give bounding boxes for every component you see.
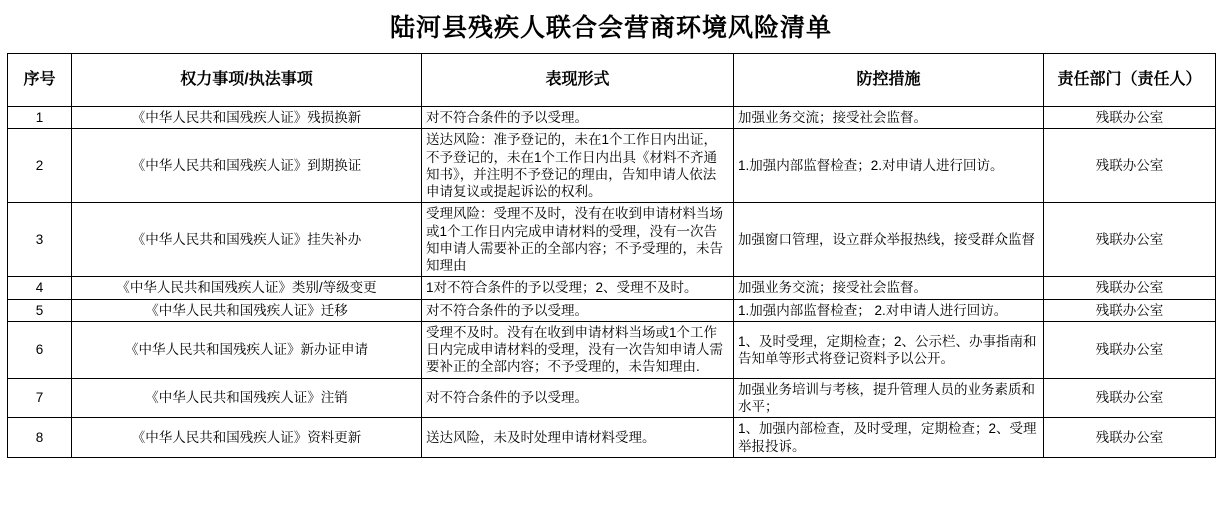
cell-form: 对不符合条件的予以受理。	[422, 299, 734, 321]
table-row	[8, 418, 1216, 458]
cell-dept: 残联办公室	[1044, 107, 1216, 129]
cell-item: 《中华人民共和国残疾人证》注销	[72, 378, 422, 418]
cell-index: 3	[8, 203, 72, 277]
cell-measure: 1.加强内部监督检查； 2.对申请人进行回访。	[734, 299, 1044, 321]
table-header-row	[8, 54, 1216, 107]
cell-item: 《中华人民共和国残疾人证》挂失补办	[72, 203, 422, 277]
cell-dept: 残联办公室	[1044, 129, 1216, 203]
cell-dept: 残联办公室	[1044, 321, 1216, 378]
cell-measure: 1.加强内部监督检查；2.对申请人进行回访。	[734, 129, 1044, 203]
risk-list-table	[7, 53, 1216, 458]
cell-index: 7	[8, 378, 72, 418]
cell-index: 5	[8, 299, 72, 321]
page-title: 陆河县残疾人联合会营商环境风险清单	[389, 14, 832, 42]
cell-measure: 加强窗口管理，设立群众举报热线，接受群众监督	[734, 203, 1044, 277]
column-header-measure: 防控措施	[734, 54, 1044, 107]
table-row	[8, 129, 1216, 203]
cell-index: 8	[8, 418, 72, 458]
column-header-index: 序号	[8, 54, 72, 107]
cell-item: 《中华人民共和国残疾人证》到期换证	[72, 129, 422, 203]
cell-measure: 1、及时受理，定期检查；2、公示栏、办事指南和告知单等形式将登记资料予以公开。	[734, 321, 1044, 378]
table-row	[8, 321, 1216, 378]
cell-item: 《中华人民共和国残疾人证》新办证申请	[72, 321, 422, 378]
cell-index: 2	[8, 129, 72, 203]
column-header-dept: 责任部门（责任人）	[1044, 54, 1216, 107]
table-row	[8, 277, 1216, 299]
cell-form: 受理风险：受理不及时，没有在收到申请材料当场或1个工作日内完成申请材料的受理，没有一次告知申请人需要补正的全部内容；不予受理的，未告知理由	[422, 203, 734, 277]
cell-form: 受理不及时。没有在收到申请材料当场或1个工作日内完成申请材料的受理，没有一次告知申请人需要补正的全部内容；不予受理的，未告知理由.	[422, 321, 734, 378]
table-row	[8, 107, 1216, 129]
cell-form: 送达风险：准予登记的，未在1个工作日内出证，不予登记的，未在1个工作日内出具《材料不齐通知书》，并注明不予登记的理由，告知申请人依法申请复议或提起诉讼的权利。	[422, 129, 734, 203]
cell-form: 对不符合条件的予以受理。	[422, 107, 734, 129]
cell-item: 《中华人民共和国残疾人证》资料更新	[72, 418, 422, 458]
cell-item: 《中华人民共和国残疾人证》类别/等级变更	[72, 277, 422, 299]
cell-measure: 加强业务交流；接受社会监督。	[734, 107, 1044, 129]
cell-item: 《中华人民共和国残疾人证》迁移	[72, 299, 422, 321]
cell-form: 送达风险，未及时处理申请材料受理。	[422, 418, 734, 458]
cell-index: 4	[8, 277, 72, 299]
cell-item: 《中华人民共和国残疾人证》残损换新	[72, 107, 422, 129]
cell-dept: 残联办公室	[1044, 418, 1216, 458]
cell-form: 1对不符合条件的予以受理；2、受理不及时。	[422, 277, 734, 299]
cell-form: 对不符合条件的予以受理。	[422, 378, 734, 418]
column-header-item: 权力事项/执法事项	[72, 54, 422, 107]
cell-dept: 残联办公室	[1044, 299, 1216, 321]
cell-measure: 1、加强内部检查，及时受理，定期检查；2、受理举报投诉。	[734, 418, 1044, 458]
table-row	[8, 299, 1216, 321]
cell-dept: 残联办公室	[1044, 378, 1216, 418]
cell-measure: 加强业务交流；接受社会监督。	[734, 277, 1044, 299]
cell-dept: 残联办公室	[1044, 203, 1216, 277]
cell-measure: 加强业务培训与考核，提升管理人员的业务素质和水平；	[734, 378, 1044, 418]
table-row	[8, 203, 1216, 277]
column-header-form: 表现形式	[422, 54, 734, 107]
cell-index: 1	[8, 107, 72, 129]
cell-dept: 残联办公室	[1044, 277, 1216, 299]
table-row	[8, 378, 1216, 418]
cell-index: 6	[8, 321, 72, 378]
